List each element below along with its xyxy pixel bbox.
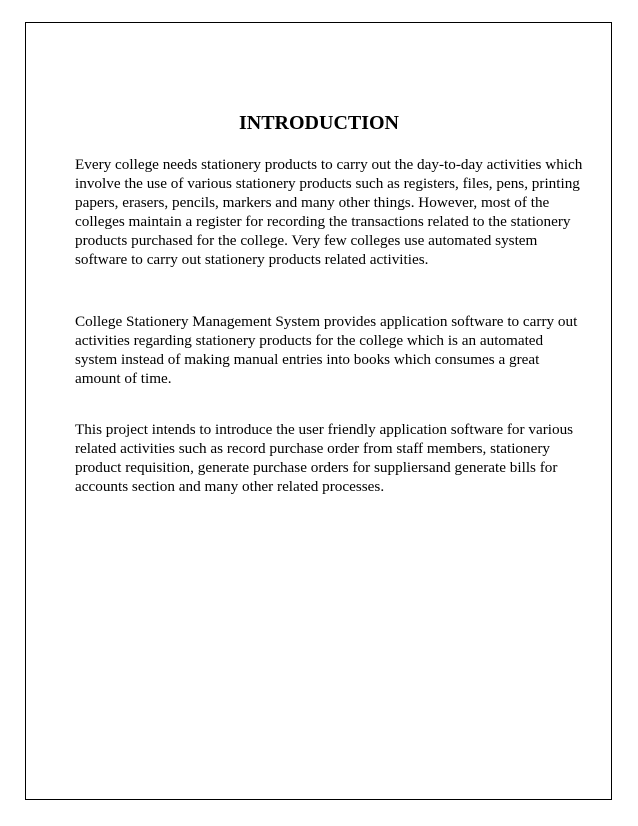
paragraph-line: involve the use of various stationery products such as registers, files, pens, printing: [75, 175, 580, 192]
paragraph-line: software to carry out stationery products related activities.: [75, 251, 429, 268]
paragraph-line: College Stationery Management System provides application software to carry out: [75, 313, 578, 330]
paragraph-1: [75, 155, 583, 269]
paragraph-3: [75, 420, 575, 496]
paragraph-line: papers, erasers, pencils, markers and many other things. However, most of the: [75, 194, 550, 211]
page-title: INTRODUCTION: [238, 112, 400, 134]
paragraph-line: products purchased for the college. Very few colleges use automated system: [75, 232, 538, 249]
paragraph-line: product requisition, generate purchase orders for suppliersand generate bills for: [75, 459, 558, 476]
paragraph-line: colleges maintain a register for recording the transactions related to the stationery: [75, 213, 571, 230]
paragraph-line: system instead of making manual entries into books which consumes a great: [75, 351, 540, 368]
page-border: [25, 22, 612, 800]
paragraph-line: amount of time.: [75, 370, 172, 387]
paragraph-line: This project intends to introduce the user friendly application software for various: [75, 421, 574, 438]
paragraph-line: Every college needs stationery products to carry out the day-to-day activities which: [75, 156, 583, 173]
paragraph-line: activities regarding stationery products for the college which is an automated: [75, 332, 544, 349]
paragraph-2: [75, 312, 578, 388]
paragraph-line: accounts section and many other related processes.: [75, 478, 385, 495]
paragraph-line: related activities such as record purchase order from staff members, stationery: [75, 440, 550, 457]
